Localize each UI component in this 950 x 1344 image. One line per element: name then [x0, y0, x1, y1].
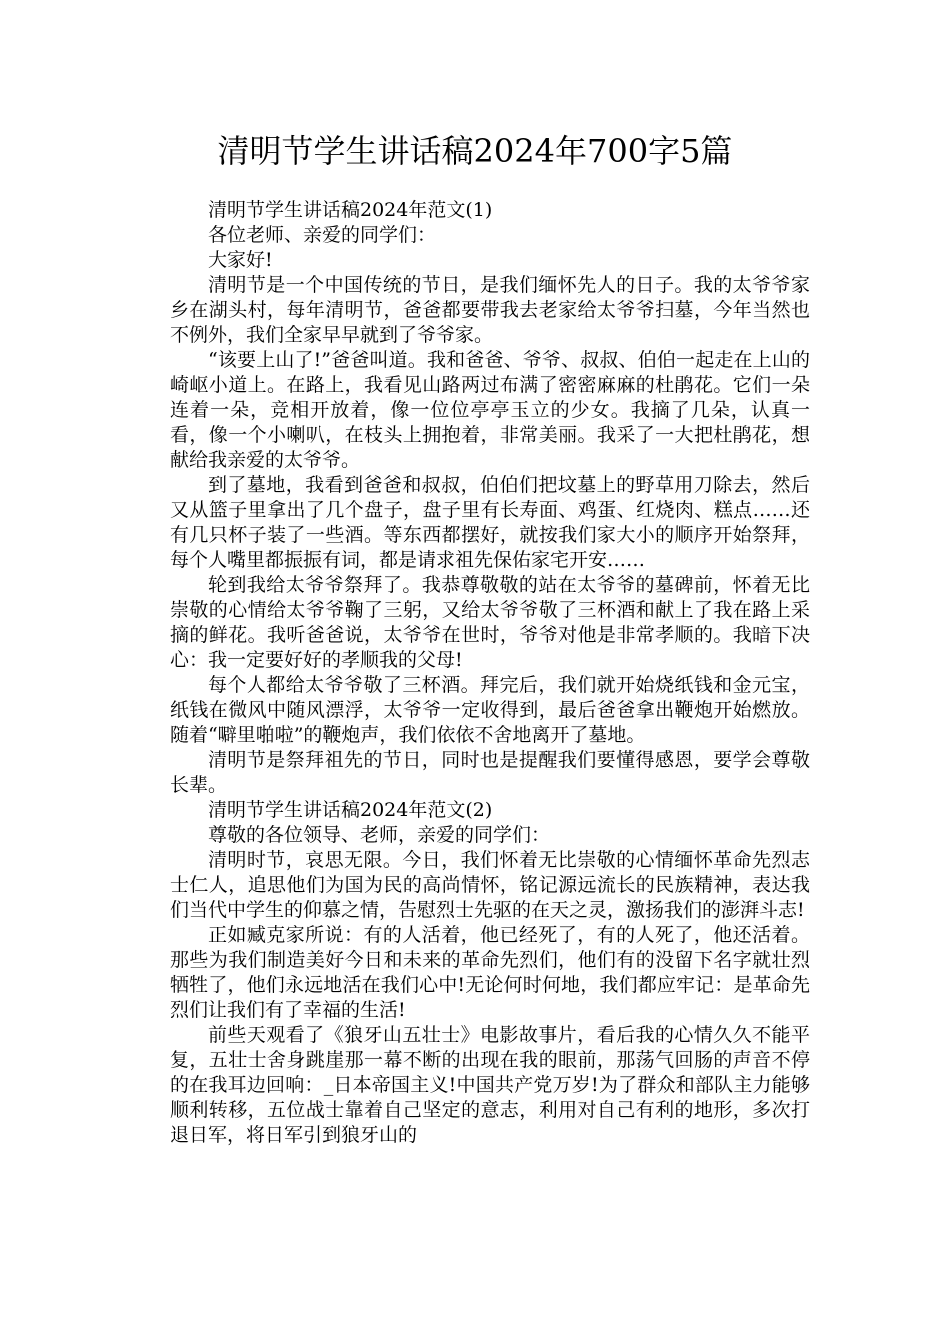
- document-title: 清明节学生讲话稿2024年700字5篇: [217, 132, 733, 170]
- paragraph: 每个人都给太爷爷敬了三杯酒。拜完后，我们就开始烧纸钱和金元宝，纸钱在微风中随风漂浮，太爷爷一定收得到，最后爸爸拿出鞭炮开始燃放。随着“噼里啪啦”的鞭炮声，我们依依不舍地离开了墓地。: [170, 674, 810, 746]
- paragraph: 清明节是祭拜祖先的节日，同时也是提醒我们要懂得感恩，要学会尊敬长辈。: [170, 749, 810, 796]
- section-heading-2: 清明节学生讲话稿2024年范文(2): [208, 799, 493, 821]
- paragraph: “该要上山了!”爸爸叫道。我和爸爸、爷爷、叔叔、伯伯一起走在上山的崎岖小道上。在路上，我看见山路两过布满了密密麻麻的杜鹃花。它们一朵连着一朵，竞相开放着，像一位位亭亭玉立的少女。我摘了几朵，认真一看，像一个小喇叭，在枝头上拥抱着，非常美丽。我采了一大把杜鹃花，想献给我亲爱的太爷爷。: [170, 349, 810, 471]
- document-body: [170, 198, 810, 1148]
- paragraph: 轮到我给太爷爷祭拜了。我恭尊敬敬的站在太爷爷的墓碑前，怀着无比崇敬的心情给太爷爷鞠了三躬，又给太爷爷敬了三杯酒和献上了我在路上采摘的鲜花。我听爸爸说，太爷爷在世时，爷爷对他是非常孝顺的。我暗下决心：我一定要好好的孝顺我的父母!: [170, 574, 810, 671]
- paragraph: 清明节是一个中国传统的节日，是我们缅怀先人的日子。我的太爷爷家乡在湖头村，每年清明节，爸爸都要带我去老家给太爷爷扫墓，今年当然也不例外，我们全家早早就到了爷爷家。: [170, 274, 810, 346]
- salutation: 尊敬的各位领导、老师，亲爱的同学们：: [208, 824, 551, 846]
- section-heading-1: 清明节学生讲话稿2024年范文(1): [208, 199, 493, 221]
- greeting: 大家好!: [208, 249, 273, 271]
- paragraph: 前些天观看了《狼牙山五壮士》电影故事片，看后我的心情久久不能平复，五壮士舍身跳崖那一幕不断的出现在我的眼前，那荡气回肠的声音不停的在我耳边回响：_日本帝国主义!中国共产党万岁!为了群众和部队主力能够顺利转移，五位战士靠着自己坚定的意志，利用对自己有利的地形，多次打退日军，将日军引到狼牙山的: [170, 1024, 810, 1146]
- paragraph: 到了墓地，我看到爸爸和叔叔，伯伯们把坟墓上的野草用刀除去，然后又从篮子里拿出了几个盘子，盘子里有长寿面、鸡蛋、红烧肉、糕点……还有几只杯子装了一些酒。等东西都摆好，就按我们家大小的顺序开始祭拜，每个人嘴里都振振有词，都是请求祖先保佑家宅开安……: [170, 474, 810, 571]
- paragraph: 正如臧克家所说：有的人活着，他已经死了，有的人死了，他还活着。那些为我们制造美好今日和未来的革命先烈们，他们有的没留下名字就壮烈牺牲了，他们永远地活在我们心中!无论何时何地，我们都应牢记：是革命先烈们让我们有了幸福的生活!: [170, 924, 810, 1021]
- salutation: 各位老师、亲爱的同学们：: [208, 224, 437, 246]
- paragraph: 清明时节，哀思无限。今日，我们怀着无比崇敬的心情缅怀革命先烈志士仁人，追思他们为国为民的高尚情怀，铭记源远流长的民族精神，表达我们当代中学生的仰慕之情，告慰烈士先驱的在天之灵，激扬我们的澎湃斗志!: [170, 849, 810, 921]
